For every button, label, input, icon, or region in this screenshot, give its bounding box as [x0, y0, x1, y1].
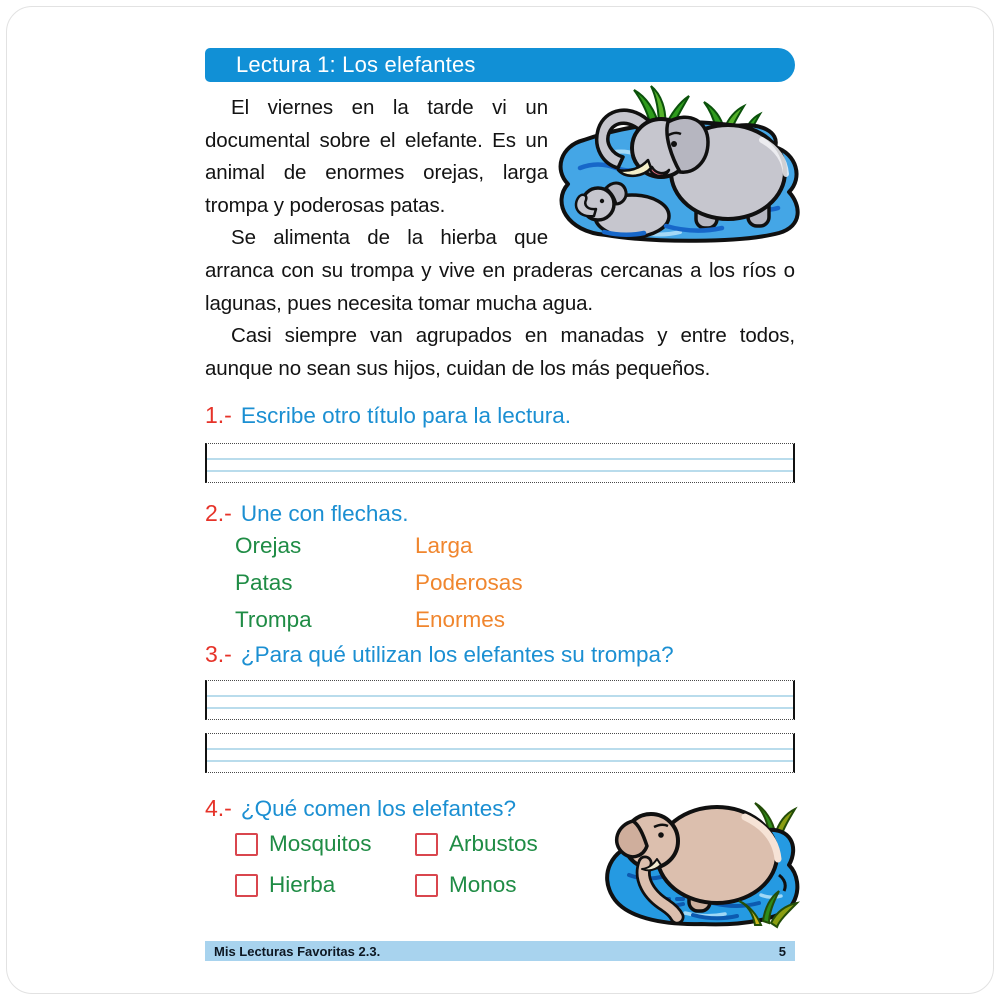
- question-3-number: 3.-: [205, 641, 232, 667]
- paragraph: Se alimenta de la hierba que arranca con su trompa y vive en praderas cercanas a los ríos o lagunas, pues necesita tomar mucha agua.: [205, 226, 795, 315]
- guide-line: [207, 695, 793, 697]
- question-1-prompt: Escribe otro título para la lectura.: [240, 403, 572, 428]
- paragraph: Casi siempre van agrupados en manadas y entre todos, aunque no sean sus hijos, cuidan de los más pequeños.: [205, 324, 795, 380]
- question-4-prompt: ¿Qué comen los elefantes?: [240, 796, 516, 821]
- reading-passage: [205, 92, 795, 385]
- lesson-header-bar: [205, 48, 795, 82]
- match-word-enormes: Enormes: [415, 607, 506, 632]
- option-label: Arbustos: [449, 831, 538, 856]
- match-word-larga: Larga: [415, 533, 473, 558]
- checkbox-monos[interactable]: [415, 874, 438, 897]
- guide-line: [207, 760, 793, 762]
- matching-exercise: [235, 533, 523, 633]
- option-mosquitos: [235, 831, 415, 857]
- checkbox-mosquitos[interactable]: [235, 833, 258, 856]
- question-4: [205, 795, 516, 822]
- lesson-title: Lectura 1: Los elefantes: [236, 52, 476, 77]
- question-1: [205, 402, 571, 429]
- option-monos: [415, 872, 538, 898]
- guide-line: [207, 470, 793, 472]
- question-2-number: 2.-: [205, 500, 232, 526]
- question-3-answer-lines-2[interactable]: [205, 733, 795, 773]
- question-1-answer-lines[interactable]: [205, 443, 795, 483]
- question-3: [205, 641, 674, 668]
- match-word-trompa: Trompa: [235, 607, 312, 632]
- page-number: 5: [778, 943, 786, 959]
- question-2-prompt: Une con flechas.: [240, 501, 409, 526]
- guide-line: [207, 458, 793, 460]
- checkbox-arbustos[interactable]: [415, 833, 438, 856]
- match-word-patas: Patas: [235, 570, 293, 595]
- answer-options: [235, 831, 538, 898]
- checkbox-hierba[interactable]: [235, 874, 258, 897]
- option-hierba: [235, 872, 415, 898]
- paragraph: El viernes en la tarde vi un documental sobre el elefante. Es un animal de enormes orejas, larga trompa y poderosas patas.: [205, 96, 548, 217]
- footer-bar: [205, 941, 795, 961]
- guide-line: [207, 748, 793, 750]
- question-2: [205, 500, 408, 527]
- question-3-answer-lines-1[interactable]: [205, 680, 795, 720]
- match-word-poderosas: Poderosas: [415, 570, 523, 595]
- option-label: Hierba: [269, 872, 336, 897]
- illustration-spacer: [548, 92, 795, 244]
- question-1-number: 1.-: [205, 402, 232, 428]
- match-word-orejas: Orejas: [235, 533, 302, 558]
- question-4-number: 4.-: [205, 795, 232, 821]
- book-title: Mis Lecturas Favoritas 2.3.: [214, 943, 381, 959]
- elephant-drinking-illustration: [593, 783, 807, 933]
- question-3-prompt: ¿Para qué utilizan los elefantes su trompa?: [240, 642, 674, 667]
- option-arbustos: [415, 831, 538, 857]
- option-label: Mosquitos: [269, 831, 372, 856]
- option-label: Monos: [449, 872, 517, 897]
- guide-line: [207, 707, 793, 709]
